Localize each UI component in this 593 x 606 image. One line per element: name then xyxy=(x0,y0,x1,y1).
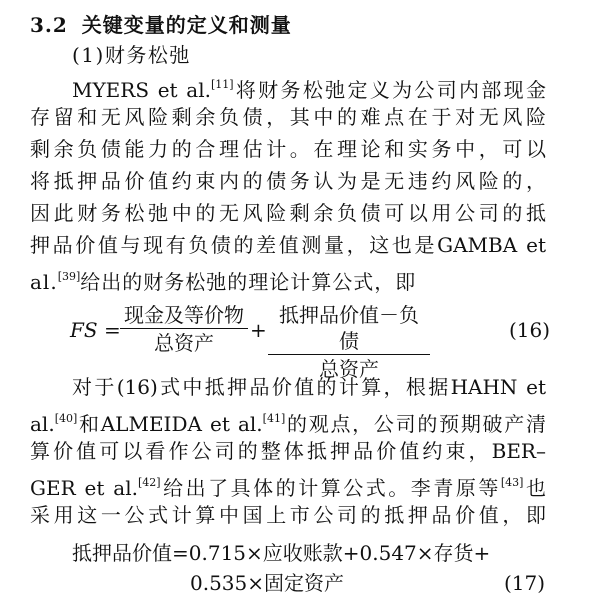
section-title: 关键变量的定义和测量 xyxy=(81,13,292,37)
para1-line-2: 存留和无风险剩余负债，其中的难点在于对无风险 xyxy=(30,105,546,129)
para2-line-2: al.[40]和ALMEIDA et al.[41]的观点，公司的预期破产清 xyxy=(30,412,547,436)
eq16-frac2-numerator: 抵押品价值－负债 xyxy=(268,302,430,355)
para1-line-1: MYERS et al.[11]将财务松弛定义为公司内部现金 xyxy=(72,78,547,102)
eq17-number: (17) xyxy=(503,571,545,595)
para2-line-3: 算价值可以看作公司的整体抵押品价值约束，BER– xyxy=(30,439,546,463)
eq16-frac1-numerator: 现金及等价物 xyxy=(120,302,248,329)
eq16-frac1-denominator: 总资产 xyxy=(154,331,214,355)
section-heading xyxy=(30,12,292,38)
eq16-lhs: FS xyxy=(70,318,98,342)
citation: [39] xyxy=(57,270,81,283)
eq17-line-2: 0.535×固定资产 xyxy=(190,571,345,595)
eq16-frac2-denominator: 总资产 xyxy=(319,357,379,381)
para2-line-5: 采用这一公式计算中国上市公司的抵押品价值，即 xyxy=(30,503,546,527)
section-number: 3.2 xyxy=(30,13,68,37)
eq16-number: (16) xyxy=(508,318,550,342)
para1-line-4: 将抵押品价值约束内的债务认为是无违约风险的， xyxy=(30,169,546,193)
citation: [11] xyxy=(210,78,234,91)
citation: [41] xyxy=(262,412,286,425)
para1-line-6: 押品价值与现有负债的差值测量，这也是GAMBA et xyxy=(30,233,546,257)
citation: [40] xyxy=(54,412,78,425)
subsection-heading: (1)财务松弛 xyxy=(72,43,191,67)
citation: [43] xyxy=(500,476,524,489)
eq16-plus: + xyxy=(250,318,267,342)
para2-line-1: 对于(16)式中抵押品价值的计算，根据HAHN et xyxy=(72,375,546,399)
para1-line-7: al.[39]给出的财务松弛的理论计算公式，即 xyxy=(30,270,417,294)
eq17-line-1: 抵押品价值=0.715×应收账款+0.547×存货+ xyxy=(72,541,491,565)
eq16-fraction-1 xyxy=(120,302,248,357)
eq16-fraction-2 xyxy=(268,302,430,383)
eq16-equals: = xyxy=(104,318,121,342)
equation-16 xyxy=(70,300,550,381)
citation: [42] xyxy=(137,476,161,489)
para1-line-3: 剩余负债能力的合理估计。在理论和实务中，可以 xyxy=(30,137,546,161)
para2-line-4: GER et al.[42]给出了具体的计算公式。李青原等[43]也 xyxy=(30,476,547,500)
para1-line-5: 因此财务松弛中的无风险剩余负债可以用公司的抵 xyxy=(30,201,546,225)
